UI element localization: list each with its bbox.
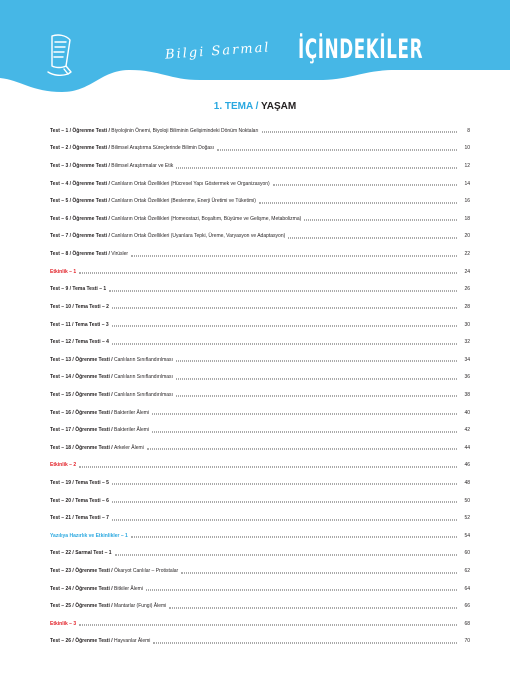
toc-entry-page: 70 [464, 638, 470, 645]
toc-entry[interactable] [50, 509, 470, 527]
toc-entry[interactable] [50, 615, 470, 633]
toc-entry-page: 10 [464, 145, 470, 152]
toc-entry[interactable] [50, 228, 470, 246]
toc-entry-code: Test – 9 [50, 286, 69, 293]
dot-leader [112, 502, 457, 503]
toc-entry-type: Öğrenme Testi [72, 163, 108, 170]
toc-entry-page: 54 [464, 532, 470, 539]
toc-entry-type: Öğrenme Testi [75, 374, 110, 381]
toc-entry-code: Test – 17 [50, 427, 72, 434]
toc-entry-page: 64 [464, 585, 470, 592]
toc-entry-page: 14 [464, 180, 470, 187]
toc-entry-type: Tema Testi – 2 [75, 303, 109, 310]
toc-entry-code: Test – 5 [50, 198, 69, 205]
toc-entry-code: Test – 24 [50, 585, 72, 592]
toc-entry-page: 30 [464, 321, 470, 328]
toc-entry-type: Öğrenme Testi [72, 127, 108, 134]
dot-leader [262, 132, 457, 133]
toc-entry-type: Öğrenme Testi [75, 427, 110, 434]
toc-entry-page: 36 [464, 374, 470, 381]
toc-entry-page: 28 [464, 303, 470, 310]
toc-entry-topic: Canlıların Sınıflandırılması [114, 391, 173, 398]
toc-entry-type: Öğrenme Testi [75, 603, 110, 610]
dot-leader [152, 431, 457, 432]
dot-leader [169, 607, 457, 608]
toc-entry-topic: Ökaryot Canlılar – Protistalar [114, 568, 179, 575]
toc-entry-label: Test – 19 / Tema Testi – 5 [50, 479, 109, 486]
toc-entry-code: Test – 12 [50, 339, 72, 346]
toc-entry-type: Öğrenme Testi [72, 251, 108, 258]
toc-entry[interactable] [50, 474, 470, 492]
toc-entry-label: Test – 22 / Sarmal Test – 1 [50, 550, 112, 557]
toc-entry-topic: Canlıların Ortak Özellikleri (Uyarılara Tepki, Üreme, Varyasyon ve Adaptasyon) [111, 233, 286, 240]
toc-entry-type: Öğrenme Testi [75, 585, 110, 592]
toc-entry[interactable] [50, 192, 470, 210]
toc-entry-code: Test – 16 [50, 409, 72, 416]
toc-entry-page: 60 [464, 550, 470, 557]
dot-leader [112, 308, 457, 309]
toc-entry-topic: Canlıların Sınıflandırılması [114, 356, 173, 363]
unit-heading [0, 101, 510, 112]
toc-entry-page: 44 [464, 444, 470, 451]
toc-entry-label: Test – 14 / Öğrenme Testi / Canlıların Sınıflandırılması [50, 374, 173, 381]
toc-entry-topic: Canlıların Ortak Özellikleri (Beslenme, Enerji Üretimi ve Tüketimi) [111, 198, 256, 205]
toc-entry-page: 40 [464, 409, 470, 416]
toc-entry-page: 52 [464, 515, 470, 522]
toc-entry-label: Test – 5 / Öğrenme Testi / Canlıların Ortak Özellikleri (Beslenme, Enerji Üretimi ve Tüketimi) [50, 198, 256, 205]
dot-leader [79, 466, 457, 467]
toc-entry-code: Test – 20 [50, 497, 72, 504]
toc-entry[interactable] [50, 580, 470, 598]
toc-entry-code: Test – 26 [50, 638, 72, 645]
toc-entry-page: 26 [464, 286, 470, 293]
toc-entry-type: Öğrenme Testi [75, 409, 110, 416]
toc-entry-code: Test – 13 [50, 356, 72, 363]
toc-entry-label: Test – 15 / Öğrenme Testi / Canlıların Sınıflandırılması [50, 391, 173, 398]
toc-entry[interactable] [50, 369, 470, 387]
toc-entry-label: Test – 8 / Öğrenme Testi / Virüsler [50, 251, 129, 258]
toc-entry-type: Öğrenme Testi [72, 233, 108, 240]
toc-entry-type: Tema Testi – 4 [75, 339, 109, 346]
toc-entry-code: Test – 6 [50, 215, 69, 222]
toc-entry[interactable] [50, 157, 470, 175]
table-of-contents [50, 122, 470, 650]
toc-entry-page: 48 [464, 479, 470, 486]
dot-leader [131, 255, 457, 256]
toc-entry[interactable] [50, 633, 470, 651]
toc-entry-code: Test – 22 [50, 550, 72, 557]
toc-entry-page: 20 [464, 233, 470, 240]
toc-entry[interactable] [50, 457, 470, 475]
toc-entry[interactable] [50, 492, 470, 510]
toc-entry-topic: Canlıların Ortak Özellikleri (Hücresel Yapı Göstermek ve Organizasyon) [111, 180, 270, 187]
toc-entry[interactable] [50, 245, 470, 263]
toc-entry-label: Test – 23 / Öğrenme Testi / Ökaryot Canlılar – Protistalar [50, 568, 179, 575]
dot-leader [112, 484, 457, 485]
toc-entry[interactable] [50, 333, 470, 351]
toc-entry-topic: Bakteriler Âlemi [114, 409, 150, 416]
toc-entry[interactable] [50, 298, 470, 316]
toc-entry-page: 68 [464, 620, 470, 627]
toc-entry[interactable] [50, 386, 470, 404]
toc-entry-label: Test – 7 / Öğrenme Testi / Canlıların Ortak Özellikleri (Uyarılara Tepki, Üreme, Varyasyon ve Adaptasyon) [50, 233, 286, 240]
toc-entry-label: Test – 17 / Öğrenme Testi / Bakteriler Âlemi [50, 427, 150, 434]
toc-entry-page: 34 [464, 356, 470, 363]
toc-entry-topic: Arkeler Âlemi [114, 444, 144, 451]
dot-leader [181, 572, 457, 573]
toc-entry-label: Test – 3 / Öğrenme Testi / Bilimsel Araştırmalar ve Etik [50, 163, 174, 170]
unit-number: 1. TEMA [213, 101, 253, 112]
toc-entry[interactable] [50, 421, 470, 439]
toc-entry-label: Test – 6 / Öğrenme Testi / Canlıların Ortak Özellikleri (Homeostazi, Boşaltım, Büyüme ve Gelişme, Metabolizma) [50, 215, 302, 222]
toc-entry-type: Öğrenme Testi [72, 145, 108, 152]
dot-leader [217, 149, 457, 150]
toc-entry-code: Test – 7 [50, 233, 69, 240]
toc-entry-code: Test – 19 [50, 479, 72, 486]
toc-entry-code: Test – 10 [50, 303, 72, 310]
toc-entry-type: Öğrenme Testi [75, 444, 110, 451]
toc-entry[interactable] [50, 140, 470, 158]
toc-entry-topic: Hayvanlar Âlemi [114, 638, 151, 645]
toc-entry-code: Test – 3 [50, 163, 69, 170]
toc-entry-topic: Canlıların Ortak Özellikleri (Homeostazi, Boşaltım, Büyüme ve Gelişme, Metabolizma) [111, 215, 302, 222]
toc-entry-type: Öğrenme Testi [75, 391, 110, 398]
toc-entry-topic: Virüsler [111, 251, 129, 258]
toc-entry-code: Yazılıya Hazırlık ve Etkinlikler – 1 [50, 532, 128, 539]
toc-entry-code: Test – 25 [50, 603, 72, 610]
toc-entry-code: Test – 21 [50, 515, 72, 522]
toc-entry-topic: Bilimsel Araştırma Süreçlerinde Bilimin Doğası [111, 145, 215, 152]
toc-entry[interactable] [50, 280, 470, 298]
toc-entry-type: Sarmal Test – 1 [75, 550, 112, 557]
pen-nib-roll-icon [44, 32, 78, 76]
toc-entry-page: 22 [464, 251, 470, 258]
toc-entry-label [50, 533, 128, 539]
toc-entry-label: Test – 26 / Öğrenme Testi / Hayvanlar Âlemi [50, 638, 151, 645]
toc-entry-code: Etkinlik – 3 [50, 620, 77, 627]
dot-leader [112, 519, 457, 520]
toc-entry[interactable] [50, 210, 470, 228]
toc-entry-page: 24 [464, 268, 470, 275]
toc-entry-code: Etkinlik – 1 [50, 268, 77, 275]
toc-entry[interactable] [50, 263, 470, 281]
dot-leader [273, 185, 457, 186]
toc-entry-topic: Bilimsel Araştırmalar ve Etik [111, 163, 174, 170]
toc-entry-label: Test – 13 / Öğrenme Testi / Canlıların Sınıflandırılması [50, 356, 173, 363]
toc-entry-code: Test – 4 [50, 180, 69, 187]
toc-entry-page: 18 [464, 215, 470, 222]
toc-entry-page: 32 [464, 339, 470, 346]
toc-entry-label [50, 269, 76, 275]
toc-entry[interactable] [50, 351, 470, 369]
toc-entry-label: Test – 11 / Tema Testi – 3 [50, 321, 109, 328]
toc-entry-code: Test – 1 [50, 127, 69, 134]
toc-entry-topic: Bakteriler Âlemi [114, 427, 150, 434]
toc-entry-type: Öğrenme Testi [72, 180, 108, 187]
dot-leader [176, 167, 457, 168]
toc-entry-page: 42 [464, 427, 470, 434]
toc-entry-type: Tema Testi – 1 [72, 286, 107, 293]
toc-entry-label: Test – 20 / Tema Testi – 6 [50, 497, 109, 504]
toc-entry-page: 66 [464, 603, 470, 610]
toc-entry-label [50, 621, 76, 627]
dot-leader [147, 449, 457, 450]
toc-entry[interactable] [50, 562, 470, 580]
toc-entry-label: Test – 21 / Tema Testi – 7 [50, 515, 109, 522]
dot-leader [146, 590, 457, 591]
toc-entry-code: Etkinlik – 2 [50, 462, 77, 469]
dot-leader [79, 273, 457, 274]
toc-entry-label: Test – 4 / Öğrenme Testi / Canlıların Ortak Özellikleri (Hücresel Yapı Göstermek ve Organizasyon) [50, 180, 270, 187]
toc-entry-code: Test – 8 [50, 251, 69, 258]
toc-entry-label: Test – 24 / Öğrenme Testi / Bitkiler Âlemi [50, 585, 143, 592]
unit-separator: / [255, 101, 259, 112]
dot-leader [176, 361, 457, 362]
dot-leader [259, 202, 457, 203]
toc-entry-page: 8 [467, 127, 470, 134]
dot-leader [109, 290, 457, 291]
toc-entry[interactable] [50, 175, 470, 193]
dot-leader [176, 396, 457, 397]
toc-entry-label: Test – 2 / Öğrenme Testi / Bilimsel Araştırma Süreçlerinde Bilimin Doğası [50, 145, 215, 152]
dot-leader [152, 414, 457, 415]
toc-entry-code: Test – 14 [50, 374, 72, 381]
toc-entry-topic: Canlıların Sınıflandırılması [114, 374, 173, 381]
dot-leader [79, 625, 457, 626]
dot-leader [115, 554, 457, 555]
toc-entry-page: 16 [464, 198, 470, 205]
toc-entry-page: 50 [464, 497, 470, 504]
toc-entry-type: Öğrenme Testi [72, 198, 108, 205]
toc-entry[interactable] [50, 527, 470, 545]
toc-entry-page: 38 [464, 391, 470, 398]
toc-entry-type: Tema Testi – 7 [75, 515, 109, 522]
dot-leader [176, 378, 457, 379]
toc-entry-topic: Biyolojinin Önemi, Biyoloji Biliminin Gelişimindeki Dönüm Noktaları [111, 127, 259, 134]
dot-leader [153, 642, 457, 643]
toc-entry-topic: Mantarlar (Fungi) Âlemi [114, 603, 167, 610]
dot-leader [131, 537, 457, 538]
toc-entry-topic: Bitkiler Âlemi [114, 585, 143, 592]
toc-entry[interactable] [50, 597, 470, 615]
toc-entry-label: Test – 1 / Öğrenme Testi / Biyolojinin Önemi, Biyoloji Biliminin Gelişimindeki Dönüm Noktaları [50, 127, 259, 134]
dot-leader [112, 343, 457, 344]
unit-name: YAŞAM [261, 101, 297, 112]
toc-entry-code: Test – 11 [50, 321, 71, 328]
toc-entry-page: 46 [464, 462, 470, 469]
dot-leader [112, 326, 457, 327]
toc-entry[interactable] [50, 404, 470, 422]
toc-entry[interactable] [50, 439, 470, 457]
toc-entry-code: Test – 23 [50, 568, 72, 575]
toc-entry-label: Test – 12 / Tema Testi – 4 [50, 339, 109, 346]
toc-entry-type: Öğrenme Testi [75, 568, 110, 575]
dot-leader [288, 237, 457, 238]
page-title: İÇİNDEKİLER [298, 34, 424, 65]
toc-entry-code: Test – 18 [50, 444, 72, 451]
toc-entry-type: Öğrenme Testi [75, 638, 110, 645]
toc-entry-label [50, 462, 76, 468]
toc-entry-code: Test – 2 [50, 145, 69, 152]
brand-wordmark: Bilgi Sarmal [164, 40, 271, 63]
toc-entry-label: Test – 9 / Tema Testi – 1 [50, 286, 107, 293]
toc-entry-label: Test – 16 / Öğrenme Testi / Bakteriler Âlemi [50, 409, 150, 416]
toc-entry-page: 62 [464, 568, 470, 575]
toc-entry-label: Test – 18 / Öğrenme Testi / Arkeler Âlemi [50, 444, 144, 451]
toc-entry-type: Tema Testi – 5 [75, 479, 109, 486]
toc-entry-type: Öğrenme Testi [72, 215, 108, 222]
toc-entry-code: Test – 15 [50, 391, 72, 398]
toc-entry[interactable] [50, 545, 470, 563]
toc-entry[interactable] [50, 316, 470, 334]
toc-entry-page: 12 [464, 163, 470, 170]
dot-leader [304, 220, 457, 221]
toc-entry-type: Tema Testi – 3 [74, 321, 109, 328]
toc-entry[interactable] [50, 122, 470, 140]
toc-entry-type: Tema Testi – 6 [75, 497, 109, 504]
toc-entry-label: Test – 10 / Tema Testi – 2 [50, 303, 109, 310]
toc-entry-type: Öğrenme Testi [75, 356, 110, 363]
toc-entry-label: Test – 25 / Öğrenme Testi / Mantarlar (Fungi) Âlemi [50, 603, 167, 610]
